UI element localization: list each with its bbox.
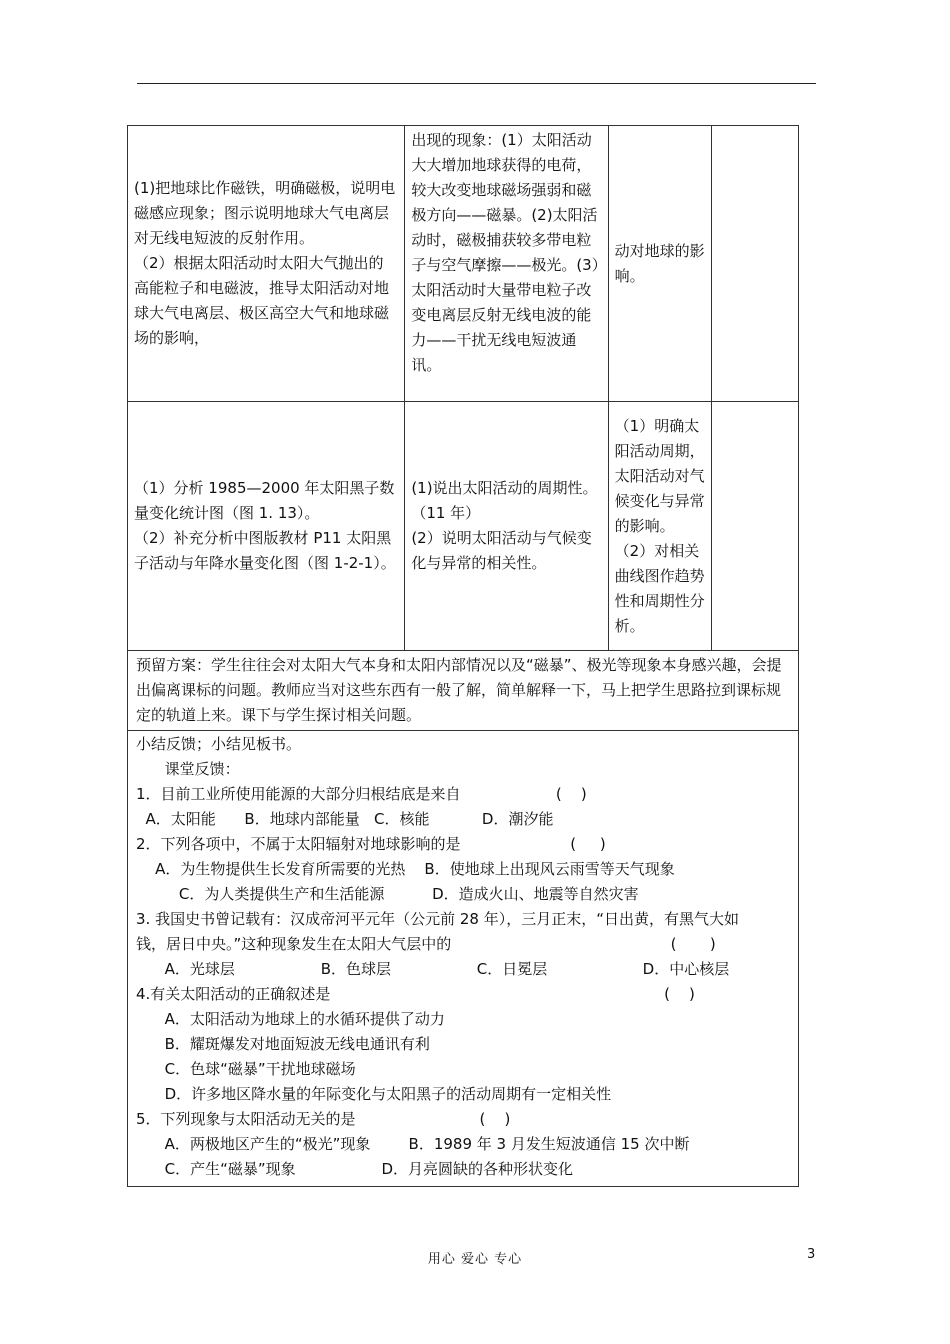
goal-cell <box>608 126 711 402</box>
option-line: A．两极地区产生的“极光”现象 B．1989 年 3 月发生短波通信 15 次中断 <box>136 1135 690 1153</box>
question-line: 钱，居日中央。”这种现象发生在太阳大气层中的 ( ) <box>136 935 716 953</box>
option-line: B．耀斑爆发对地面短波无线电通讯有利 <box>136 1035 430 1053</box>
content-text: (1)说出太阳活动的周期性。（11 年） <box>411 479 598 522</box>
content-text: (2）说明太阳活动与气候变化与异常的相关性。 <box>411 529 592 572</box>
question-line: 3. 我国史书曾记载有：汉成帝河平元年（公元前 28 年），三月正末，“日出黄，有黑气大如 <box>136 910 739 928</box>
option-line: C．色球“磁暴”干扰地球磁场 <box>136 1060 356 1078</box>
table-row <box>128 651 799 731</box>
feedback-cell <box>128 731 799 1187</box>
question-line: 1．目前工业所使用能源的大部分归根结底是来自 ( ) <box>136 785 587 803</box>
option-line: A．光球层 B．色球层 C．日冕层 D．中心核层 <box>136 960 730 978</box>
lesson-table <box>127 125 799 1187</box>
page-number: 3 <box>807 1247 816 1262</box>
content-cell <box>405 402 608 651</box>
activity-text: (1)把地球比作磁铁，明确磁极，说明电磁感应现象；图示说明地球大气电离层对无线电短波的反射作用。 <box>134 179 396 247</box>
goal-text: （1）明确太阳活动周期，太阳活动对气候变化与异常的影响。 <box>614 416 705 535</box>
notes-cell <box>711 402 798 651</box>
option-line: A．太阳活动为地球上的水循环提供了动力 <box>136 1010 445 1028</box>
content-text: 出现的现象：(1）太阳活动大大增加地球获得的电荷，较大改变地球磁场强弱和磁极方向——磁暴。(2)太阳活动时，磁极捕获较多带电粒子与空气摩擦——极光。(3）太阳活动时大量带电粒子改变电离层反射无线电波的能力——干扰无线电短波通讯。 <box>411 131 600 374</box>
table-row <box>128 731 799 1187</box>
goal-cell <box>608 402 711 651</box>
plan-text: 预留方案：学生往往会对太阳大气本身和太阳内部情况以及“磁暴”、极光等现象本身感兴趣，会提出偏离课标的问题。教师应当对这些东西有一般了解，简单解释一下，马上把学生思路拉到课标规定的轨道上来。课下与学生探讨相关问题。 <box>136 656 782 724</box>
activity-text: （1）分析 1985—2000 年太阳黑子数量变化统计图（图 1. 13）。 <box>134 479 395 522</box>
activity-text: （2）根据太阳活动时太阳大气抛出的高能粒子和电磁波，推导太阳活动对地球大气电离层、极区高空大气和地球磁场的影响， <box>134 254 390 347</box>
question-line: 4.有关太阳活动的正确叙述是 ( ) <box>136 985 695 1003</box>
feedback-line: 课堂反馈： <box>136 760 240 778</box>
option-line: A．太阳能 B．地球内部能量 C．核能 D．潮汐能 <box>136 810 554 828</box>
content-cell <box>405 126 608 402</box>
notes-cell <box>711 126 798 402</box>
goal-text: 动对地球的影响。 <box>614 241 705 285</box>
option-line: C．产生“磁暴”现象 D．月亮圆缺的各种形状变化 <box>136 1160 574 1178</box>
header-rule <box>137 83 816 84</box>
table-row <box>128 402 799 651</box>
option-line: A．为生物提供生长发育所需要的光热 B．使地球上出现风云雨雪等天气现象 <box>136 860 675 878</box>
plan-cell <box>128 651 799 731</box>
question-line: 2．下列各项中，不属于太阳辐射对地球影响的是 ( ) <box>136 835 606 853</box>
footer-motto: 用心 爱心 专心 <box>427 1252 523 1267</box>
option-line: C．为人类提供生产和生活能源 D．造成火山、地震等自然灾害 <box>136 885 639 903</box>
activity-text: （2）补充分析中图版教材 P11 太阳黑子活动与年降水量变化图（图 1-2-1）。 <box>134 529 396 572</box>
feedback-line: 小结反馈；小结见板书。 <box>136 735 302 753</box>
table-row <box>128 126 799 402</box>
activity-cell <box>128 402 405 651</box>
option-line: D．许多地区降水量的年际变化与太阳黑子的活动周期有一定相关性 <box>136 1085 612 1103</box>
question-line: 5．下列现象与太阳活动无关的是 ( ) <box>136 1110 511 1128</box>
activity-cell <box>128 126 405 402</box>
goal-text: （2）对相关曲线图作趋势性和周期性分析。 <box>614 541 705 635</box>
